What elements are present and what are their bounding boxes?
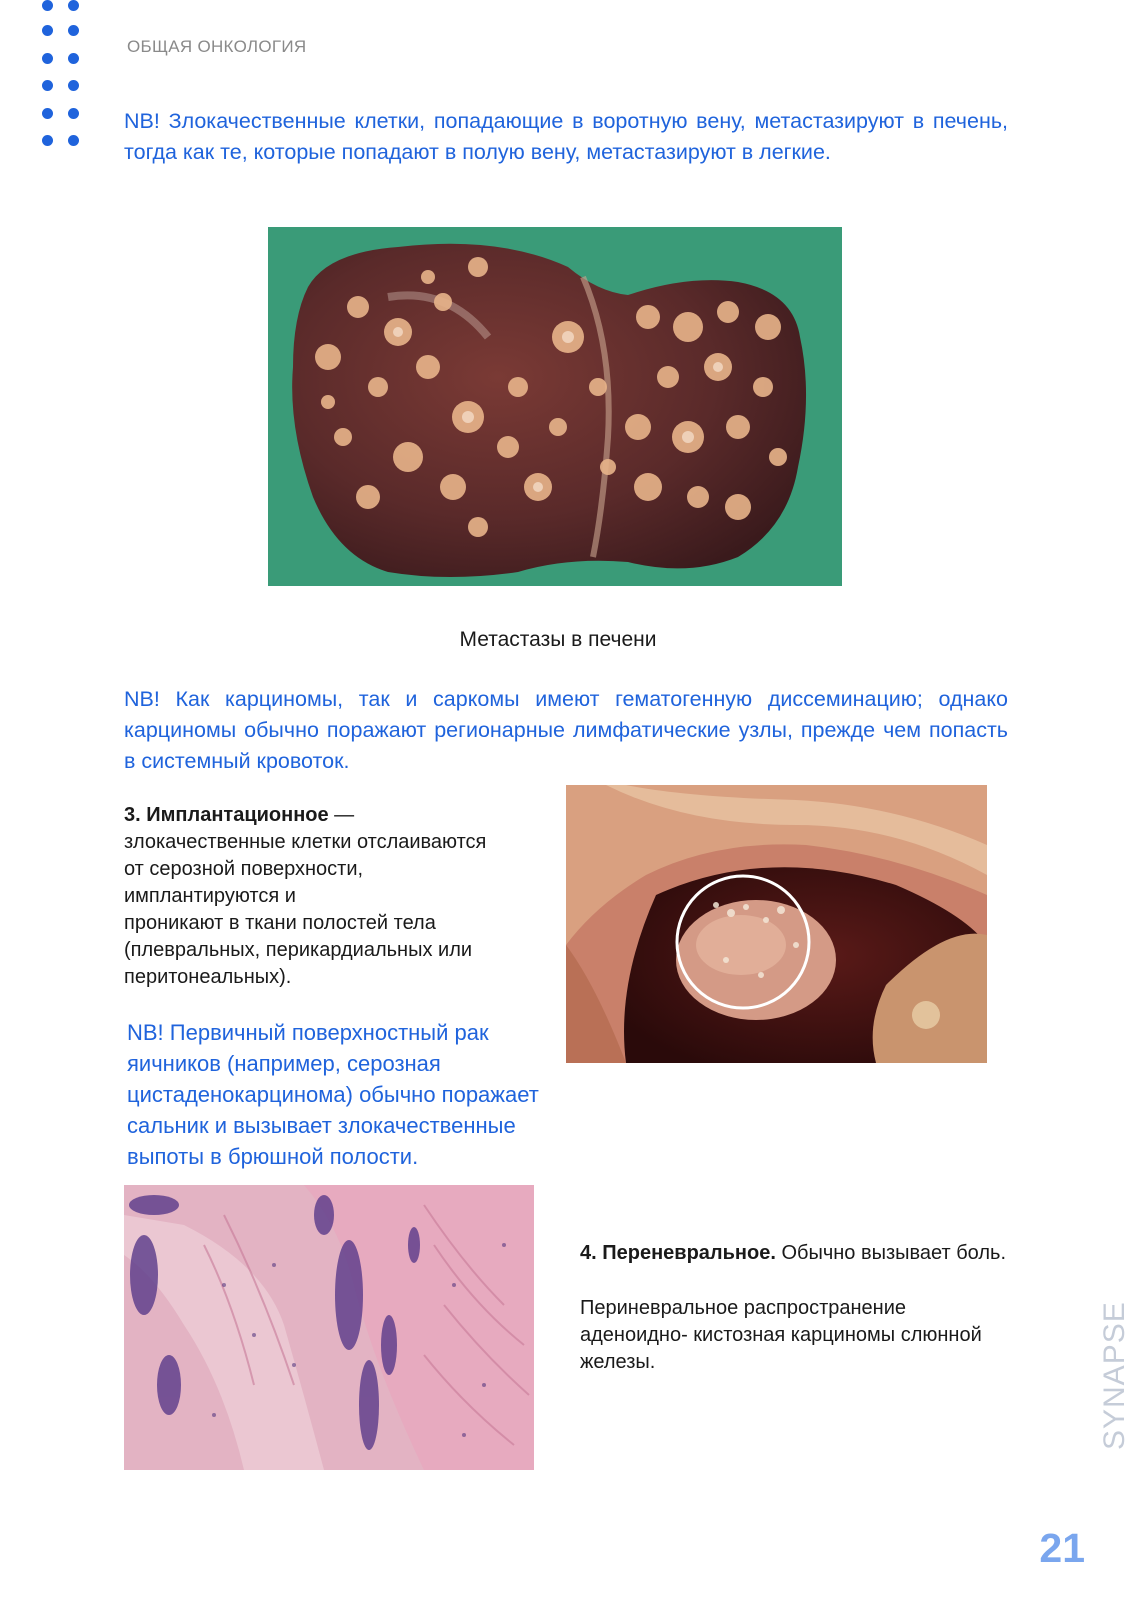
- implantation-line: злокачественные клетки отслаиваются: [124, 831, 487, 853]
- perineural-histology-photo: [124, 1185, 534, 1470]
- figure-caption-liver: Метастазы в печени: [459, 628, 657, 651]
- implantation-paragraph: [124, 802, 554, 991]
- perineural-note: Периневральное распространение аденоидно- кистозная карциномы слюнной железы.: [580, 1297, 982, 1373]
- implantation-dash: —: [328, 804, 355, 826]
- nb-note-hematogenous: NB! Как карциномы, так и саркомы имеют гематогенную диссеминацию; однако карциномы обычно поражают регионарные лимфатические узлы, прежде чем попасть в системный кровоток.: [124, 687, 1008, 773]
- implantation-line: (плевральных, перикардиальных или: [124, 939, 473, 961]
- implantation-line: перитонеальных).: [124, 966, 292, 988]
- perineural-text: Обычно вызывает боль.: [775, 1242, 1007, 1264]
- serosal-implant-photo: [566, 785, 987, 1063]
- page-number: 21: [1039, 1525, 1085, 1571]
- decorative-dots: [40, 0, 84, 155]
- implantation-title: 3. Имплантационное: [124, 804, 329, 826]
- implantation-line: от серозной поверхности,: [124, 858, 364, 880]
- implantation-line: имплантируются и: [124, 885, 296, 907]
- brand-label: SYNAPSE: [1098, 1301, 1131, 1450]
- section-header: ОБЩАЯ ОНКОЛОГИЯ: [127, 37, 307, 56]
- nb-note-portal-vein: NB! Злокачественные клетки, попадающие в воротную вену, метастазируют в печень, тогда как те, которые попадают в полую вену, метастазируют в легкие.: [124, 109, 1008, 164]
- perineural-title: 4. Переневральное.: [580, 1242, 776, 1264]
- implantation-line: проникают в ткани полостей тела: [124, 912, 436, 934]
- perineural-paragraph: [580, 1240, 1010, 1376]
- nb-note-ovarian-cancer: NB! Первичный поверхностный рак яичников (например, серозная цистаденокарцинома) обычно поражает сальник и вызывает злокачественные выпоты в брюшной полости.: [127, 1020, 539, 1169]
- liver-metastases-photo: [268, 227, 842, 586]
